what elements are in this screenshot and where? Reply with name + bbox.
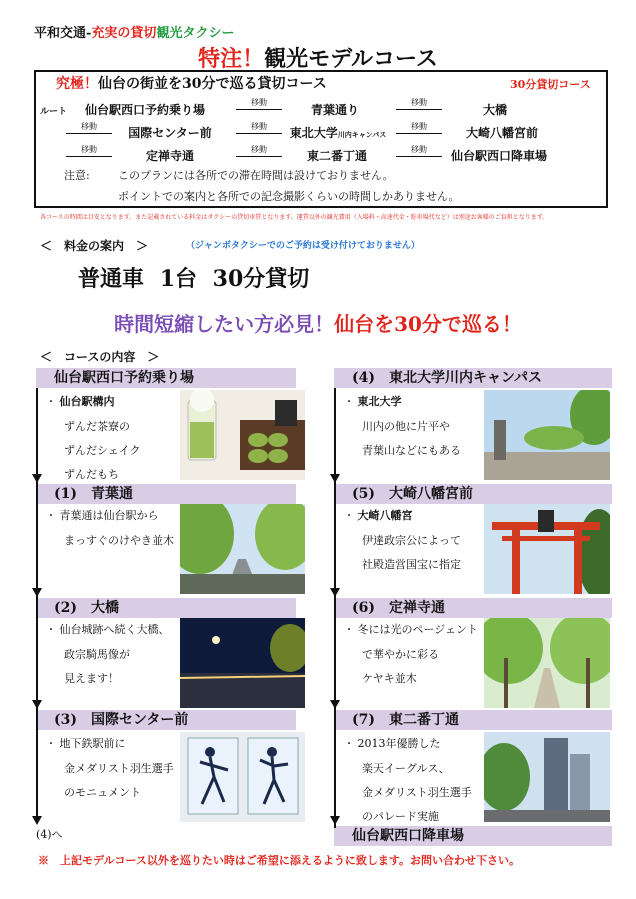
course-left-desc-1-line: まっすぐのけやき並木 [64, 534, 174, 547]
flow-line-left [36, 388, 38, 818]
photo-zunda-shake [180, 390, 305, 480]
plan-heading [56, 73, 327, 93]
tagline-separator: - [86, 26, 92, 41]
course-right-desc-0-line: 川内の他に片平や [362, 420, 450, 433]
course-right-desc-1 [344, 504, 461, 577]
course-left-desc-1-line: 青葉通は仙台駅から [59, 509, 159, 522]
price-duration: 30分貸切 [212, 266, 310, 292]
course-right-desc-2-line: ケヤキ並木 [362, 672, 417, 685]
course-right-header-3: (7) 東二番丁通 [334, 710, 612, 730]
arrow-down-icon [330, 816, 340, 825]
route-move: 移動 [396, 121, 442, 134]
arrow-down-icon [32, 816, 42, 825]
bullet: ・ [46, 625, 56, 636]
course-left-desc-3-line: のモニュメント [64, 786, 141, 799]
route-stop-2: 大橋 [482, 103, 507, 117]
slogan-purple: 時間短縮したい方必見！ [114, 312, 335, 336]
course-left-desc-3-line: 地下鉄駅前に [59, 737, 126, 750]
bullet: ・ [46, 739, 56, 750]
course-right-desc-3-line: 2013年優勝した [357, 737, 441, 750]
course-left-desc-0-line: ずんだ茶寮の [64, 420, 130, 433]
course-right-desc-2 [344, 618, 478, 691]
arrow-down-icon [32, 474, 42, 483]
course-left-desc-0 [46, 390, 141, 487]
course-right-desc-2-line: 冬には光のページェント [357, 623, 479, 636]
title-black: 観光モデルコース [264, 46, 438, 72]
route-stop-0: 仙台駅西口予約乗り場 [84, 103, 205, 117]
course-left-desc-2-line: 政宗騎馬像が [64, 648, 130, 661]
title-red: 特注！ [198, 46, 265, 72]
page-title [0, 42, 636, 73]
route-stop-1: 青葉通り [310, 103, 359, 117]
route-stop-6: 定禅寺通 [145, 149, 194, 163]
course-right-desc-0 [344, 390, 461, 463]
course-right-header-1: (5) 大崎八幡宮前 [334, 484, 612, 504]
route-stop-4 [288, 124, 388, 141]
course-left-header-1: (1) 青葉通 [36, 484, 296, 504]
note-line-2: ポイントでの案内と各所での記念撮影くらいの時間しかありません。 [118, 190, 460, 203]
plan-badge: 30分貸切コース [510, 78, 591, 91]
route-move: 移動 [396, 97, 442, 110]
route-move: 移動 [236, 121, 282, 134]
course-left-desc-2 [46, 618, 170, 691]
route-move: 移動 [66, 121, 112, 134]
course-right-desc-1-bold: 大崎八幡宮 [357, 509, 413, 522]
route-move: 移動 [236, 97, 282, 110]
course-left-header-0: 仙台駅西口予約乗り場 [36, 368, 296, 388]
photo-jozenji-street [484, 618, 610, 708]
course-left-desc-3 [46, 732, 174, 805]
photo-higashi-nibancho [484, 732, 610, 822]
route-stop-3: 国際センター前 [128, 126, 212, 140]
plan-heading-red: 究極！ [56, 76, 98, 92]
course-right-desc-3-line: のパレード実施 [362, 810, 439, 823]
arrow-down-icon [330, 588, 340, 597]
course-final-header: 仙台駅西口降車場 [334, 826, 612, 846]
bullet: ・ [344, 397, 354, 408]
course-left-desc-0-line: ずんだシェイク [64, 444, 141, 457]
course-left-desc-0-line: ずんだもち [64, 468, 119, 481]
tagline-green: 観光タクシー [156, 26, 235, 41]
company-tagline [34, 22, 234, 41]
route-stop-8: 仙台駅西口降車場 [450, 149, 547, 163]
course-left-header-3: (3) 国際センター前 [36, 710, 296, 730]
route-stop-4-small: 川内キャンパス [337, 130, 387, 139]
photo-aoba-street [180, 504, 305, 594]
bullet: ・ [344, 625, 354, 636]
photo-tohoku-university [484, 390, 610, 480]
flow-line-right [334, 388, 336, 828]
course-right-desc-1-line: 伊達政宗公によって [362, 534, 461, 547]
route-stop-7: 東二番丁通 [306, 149, 367, 163]
course-right-header-0: (4) 東北大学川内キャンパス [334, 368, 612, 388]
price-count: 1台 [159, 266, 197, 292]
plan-heading-black: 仙台の街並を30分で巡る貸切コース [98, 76, 327, 92]
price-note: （ジャンボタクシーでのご予約は受け付けておりません） [186, 241, 420, 251]
disclaimer: 各コースの時間は目安となります。また記載されている料金はタクシーの貸切車賃となります。運賃以外の観光費用（入場料・高速代金・駐車場代など）は別途お客様のご負担となります。 [40, 214, 549, 221]
to-step-4-note: (4)へ [36, 828, 63, 841]
route-move: 移動 [66, 144, 112, 157]
course-right-desc-1-line: 社殿造営国宝に指定 [362, 558, 461, 571]
course-left-header-2: (2) 大橋 [36, 598, 296, 618]
price-main [78, 262, 309, 293]
course-left-desc-1 [46, 504, 174, 553]
arrow-down-icon [330, 474, 340, 483]
course-right-desc-3 [344, 732, 472, 829]
bullet: ・ [46, 511, 56, 522]
arrow-down-icon [32, 588, 42, 597]
course-right-desc-0-bold: 東北大学 [357, 395, 402, 408]
photo-ohashi-bridge [180, 618, 305, 708]
course-left-desc-2-line: 仙台城跡へ続く大橋、 [59, 623, 170, 636]
course-right-header-2: (6) 定禅寺通 [334, 598, 612, 618]
arrow-down-icon [330, 700, 340, 709]
course-left-desc-0-bold: 仙台駅構内 [59, 395, 115, 408]
photo-osaki-hachimangu-torii [484, 504, 610, 594]
arrow-down-icon [32, 700, 42, 709]
slogan-red: 仙台を30分で巡る！ [334, 312, 522, 336]
course-right-desc-0-line: 青葉山などにもある [362, 444, 461, 457]
bullet: ・ [344, 511, 354, 522]
note-label: 注意: [64, 169, 90, 182]
price-heading: ＜ 料金の案内 ＞ [40, 239, 149, 253]
route-move: 移動 [396, 144, 442, 157]
bullet: ・ [46, 397, 56, 408]
tagline-red: 充実の貸切 [91, 26, 157, 41]
course-left-desc-2-line: 見えます！ [64, 672, 119, 685]
footer-note: ※ 上記モデルコース以外を巡りたい時はご希望に添えるように致します。お問い合わせ下さい。 [38, 854, 521, 867]
note-line-1: このプランには各所での滞在時間は設けておりません。 [118, 169, 394, 182]
route-move: 移動 [236, 144, 282, 157]
company-name: 平和交通 [34, 26, 87, 41]
course-right-desc-2-line: で華やかに彩る [362, 648, 439, 661]
course-left-desc-3-line: 金メダリスト羽生選手 [64, 762, 174, 775]
course-heading: ＜ コースの内容 ＞ [40, 350, 160, 364]
photo-hanyu-monument [180, 732, 305, 822]
route-stop-5: 大崎八幡宮前 [465, 126, 538, 140]
slogan [0, 308, 636, 337]
route-stop-4-main: 東北大学 [289, 126, 338, 140]
course-right-desc-3-line: 楽天イーグルス、 [362, 762, 450, 775]
course-right-desc-3-line: 金メダリスト羽生選手 [362, 786, 472, 799]
price-car: 普通車 [78, 266, 145, 292]
route-label: ルート [40, 107, 68, 117]
bullet: ・ [344, 739, 354, 750]
